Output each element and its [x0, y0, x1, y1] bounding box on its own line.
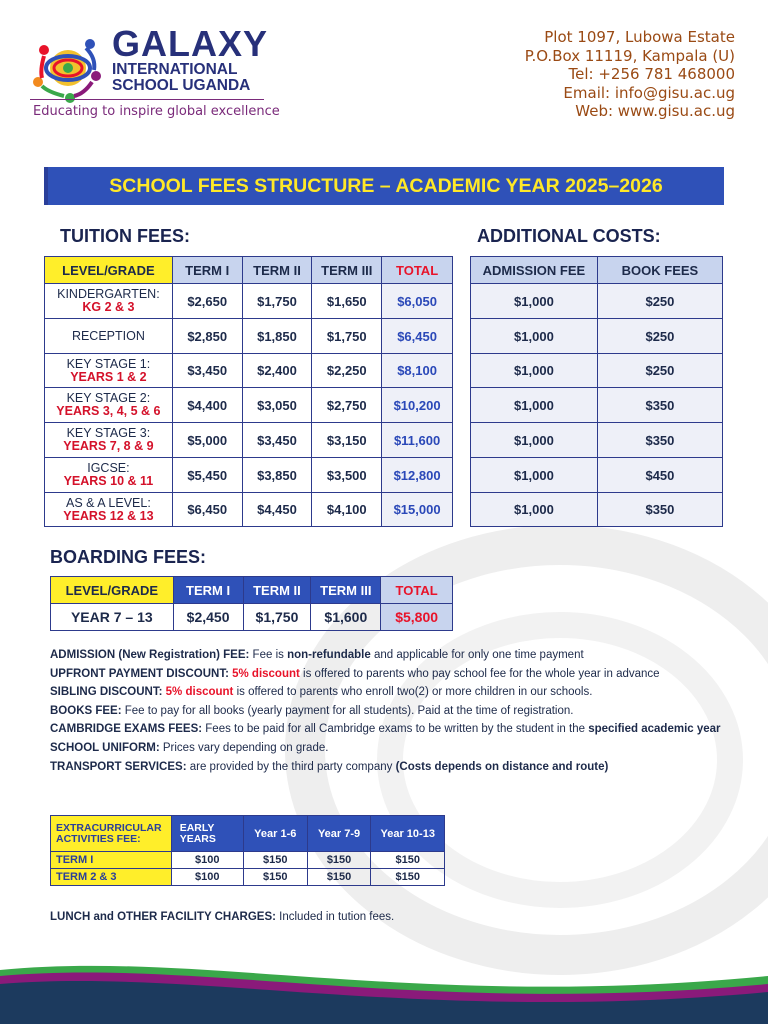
- term3-cell: $1,650: [312, 284, 382, 319]
- term2-cell: $3,050: [242, 388, 312, 423]
- fee-notes: [50, 646, 740, 776]
- level-cell: YEAR 7 – 13: [51, 604, 174, 631]
- level-cell: KEY STAGE 3: YEARS 7, 8 & 9: [45, 423, 173, 458]
- term3-cell: $1,600: [311, 604, 381, 631]
- book-fee-cell: $350: [597, 423, 722, 458]
- table-row: [51, 852, 445, 869]
- table-row: [45, 423, 453, 458]
- col-header: Year 10-13: [371, 816, 445, 852]
- school-logo-icon: [30, 30, 106, 106]
- table-row: [471, 458, 723, 493]
- admission-fee-cell: $1,000: [471, 284, 598, 319]
- boarding-table: [50, 576, 453, 631]
- term2-cell: $1,850: [242, 319, 312, 354]
- note-upfront: UPFRONT PAYMENT DISCOUNT: 5% discount is offered to parents who pay school fee for the whole year in advance: [50, 667, 660, 680]
- term3-cell: $3,500: [312, 458, 382, 493]
- total-cell: $8,100: [382, 354, 453, 388]
- level-cell: KEY STAGE 1: YEARS 1 & 2: [45, 354, 173, 388]
- boarding-title: BOARDING FEES:: [50, 547, 207, 567]
- brand-subtitle-1: INTERNATIONAL: [112, 61, 238, 78]
- fee-cell: $150: [243, 852, 307, 869]
- extracurricular-table: [50, 815, 445, 886]
- tagline-divider: [30, 99, 264, 100]
- col-header: LEVEL/GRADE: [45, 257, 173, 284]
- term3-cell: $4,100: [312, 493, 382, 527]
- term-cell: TERM 2 & 3: [51, 869, 172, 886]
- term1-cell: $6,450: [172, 493, 242, 527]
- book-fee-cell: $250: [597, 284, 722, 319]
- table-row: [471, 284, 723, 319]
- fee-cell: $150: [371, 852, 445, 869]
- level-cell: IGCSE: YEARS 10 & 11: [45, 458, 173, 493]
- pobox-line: P.O.Box 11119, Kampala (U): [524, 46, 735, 65]
- table-row: [471, 354, 723, 388]
- col-header: Year 7-9: [307, 816, 371, 852]
- book-fee-cell: $350: [597, 388, 722, 423]
- fee-cell: $150: [307, 852, 371, 869]
- term1-cell: $5,450: [172, 458, 242, 493]
- term1-cell: $5,000: [172, 423, 242, 458]
- tuition-table: [44, 256, 453, 527]
- table-row: [51, 604, 453, 631]
- term1-cell: $2,850: [172, 319, 242, 354]
- term2-cell: $1,750: [242, 284, 312, 319]
- term1-cell: $2,450: [173, 604, 243, 631]
- total-cell: $5,800: [381, 604, 453, 631]
- note-transport: TRANSPORT SERVICES: are provided by the third party company (Costs depends on distance and route): [50, 760, 609, 773]
- col-header: TERM II: [243, 577, 311, 604]
- note-cambridge: CAMBRIDGE EXAMS FEES: Fees to be paid for all Cambridge exams to be written by the student in the specified academic year: [50, 723, 721, 735]
- level-cell: KEY STAGE 2: YEARS 3, 4, 5 & 6: [45, 388, 173, 423]
- additional-costs-table: [470, 256, 723, 527]
- level-cell: KINDERGARTEN: KG 2 & 3: [45, 284, 173, 319]
- book-fee-cell: $450: [597, 458, 722, 493]
- note-uniform: SCHOOL UNIFORM: Prices vary depending on grade.: [50, 742, 329, 754]
- table-row: [45, 493, 453, 527]
- admission-fee-cell: $1,000: [471, 423, 598, 458]
- total-cell: $15,000: [382, 493, 453, 527]
- table-row: [471, 388, 723, 423]
- term2-cell: $3,850: [242, 458, 312, 493]
- col-header: TERM I: [172, 257, 242, 284]
- table-row: [45, 319, 453, 354]
- term3-cell: $3,150: [312, 423, 382, 458]
- col-header: TOTAL: [382, 257, 453, 284]
- col-header: BOOK FEES: [597, 257, 722, 284]
- table-row: [45, 354, 453, 388]
- brand-name: GALAXY: [112, 23, 269, 64]
- admission-fee-cell: $1,000: [471, 388, 598, 423]
- col-header: TERM III: [312, 257, 382, 284]
- admission-fee-cell: $1,000: [471, 354, 598, 388]
- admission-fee-cell: $1,000: [471, 493, 598, 527]
- page-title-banner: SCHOOL FEES STRUCTURE – ACADEMIC YEAR 2025–2026: [44, 167, 724, 205]
- term3-cell: $1,750: [312, 319, 382, 354]
- table-row: [45, 458, 453, 493]
- col-header: Year 1-6: [243, 816, 307, 852]
- note-admission: ADMISSION (New Registration) FEE: Fee is non-refundable and applicable for only one time payment: [50, 649, 584, 661]
- additional-title: ADDITIONAL COSTS:: [477, 226, 661, 246]
- col-header: TERM III: [311, 577, 381, 604]
- term-cell: TERM I: [51, 852, 172, 869]
- term3-cell: $2,250: [312, 354, 382, 388]
- col-header: EARLY YEARS: [171, 816, 243, 852]
- col-header: EXTRACURRICULAR ACTIVITIES FEE:: [51, 816, 172, 852]
- admission-fee-cell: $1,000: [471, 458, 598, 493]
- table-row: [471, 319, 723, 354]
- table-row: [471, 493, 723, 527]
- table-row: [51, 869, 445, 886]
- term2-cell: $2,400: [242, 354, 312, 388]
- footer-wave: [0, 940, 768, 1024]
- fee-cell: $100: [171, 869, 243, 886]
- col-header: TOTAL: [381, 577, 453, 604]
- book-fee-cell: $350: [597, 493, 722, 527]
- fee-cell: $150: [371, 869, 445, 886]
- term3-cell: $2,750: [312, 388, 382, 423]
- total-cell: $10,200: [382, 388, 453, 423]
- email-line: Email: info@gisu.ac.ug: [563, 83, 735, 102]
- note-books: BOOKS FEE: Fee to pay for all books (yearly payment for all students). Paid at the time of registration.: [50, 704, 574, 717]
- col-header: LEVEL/GRADE: [51, 577, 174, 604]
- term2-cell: $4,450: [242, 493, 312, 527]
- level-cell: AS & A LEVEL: YEARS 12 & 13: [45, 493, 173, 527]
- table-row: [45, 284, 453, 319]
- table-row: [471, 423, 723, 458]
- fee-cell: $100: [171, 852, 243, 869]
- total-cell: $6,450: [382, 319, 453, 354]
- term2-cell: $1,750: [243, 604, 311, 631]
- term1-cell: $4,400: [172, 388, 242, 423]
- tuition-title: TUITION FEES:: [60, 226, 190, 246]
- brand-subtitle-2: SCHOOL UGANDA: [112, 77, 251, 94]
- address-line: Plot 1097, Lubowa Estate: [544, 28, 735, 46]
- term1-cell: $2,650: [172, 284, 242, 319]
- term2-cell: $3,450: [242, 423, 312, 458]
- total-cell: $6,050: [382, 284, 453, 319]
- table-row: [45, 388, 453, 423]
- total-cell: $11,600: [382, 423, 453, 458]
- book-fee-cell: $250: [597, 354, 722, 388]
- web-line: Web: www.gisu.ac.ug: [575, 102, 735, 120]
- fee-cell: $150: [307, 869, 371, 886]
- phone-line: Tel: +256 781 468000: [568, 65, 735, 83]
- term1-cell: $3,450: [172, 354, 242, 388]
- level-cell: RECEPTION: [45, 319, 173, 354]
- fee-cell: $150: [243, 869, 307, 886]
- tagline: Educating to inspire global excellence: [33, 104, 280, 119]
- total-cell: $12,800: [382, 458, 453, 493]
- col-header: ADMISSION FEE: [471, 257, 598, 284]
- book-fee-cell: $250: [597, 319, 722, 354]
- note-sibling: SIBLING DISCOUNT: 5% discount is offered to parents who enroll two(2) or more children in our schools.: [50, 686, 593, 698]
- contact-block: [525, 28, 735, 121]
- admission-fee-cell: $1,000: [471, 319, 598, 354]
- col-header: TERM II: [242, 257, 312, 284]
- col-header: TERM I: [173, 577, 243, 604]
- lunch-note: LUNCH and OTHER FACILITY CHARGES: Included in tution fees.: [50, 911, 395, 923]
